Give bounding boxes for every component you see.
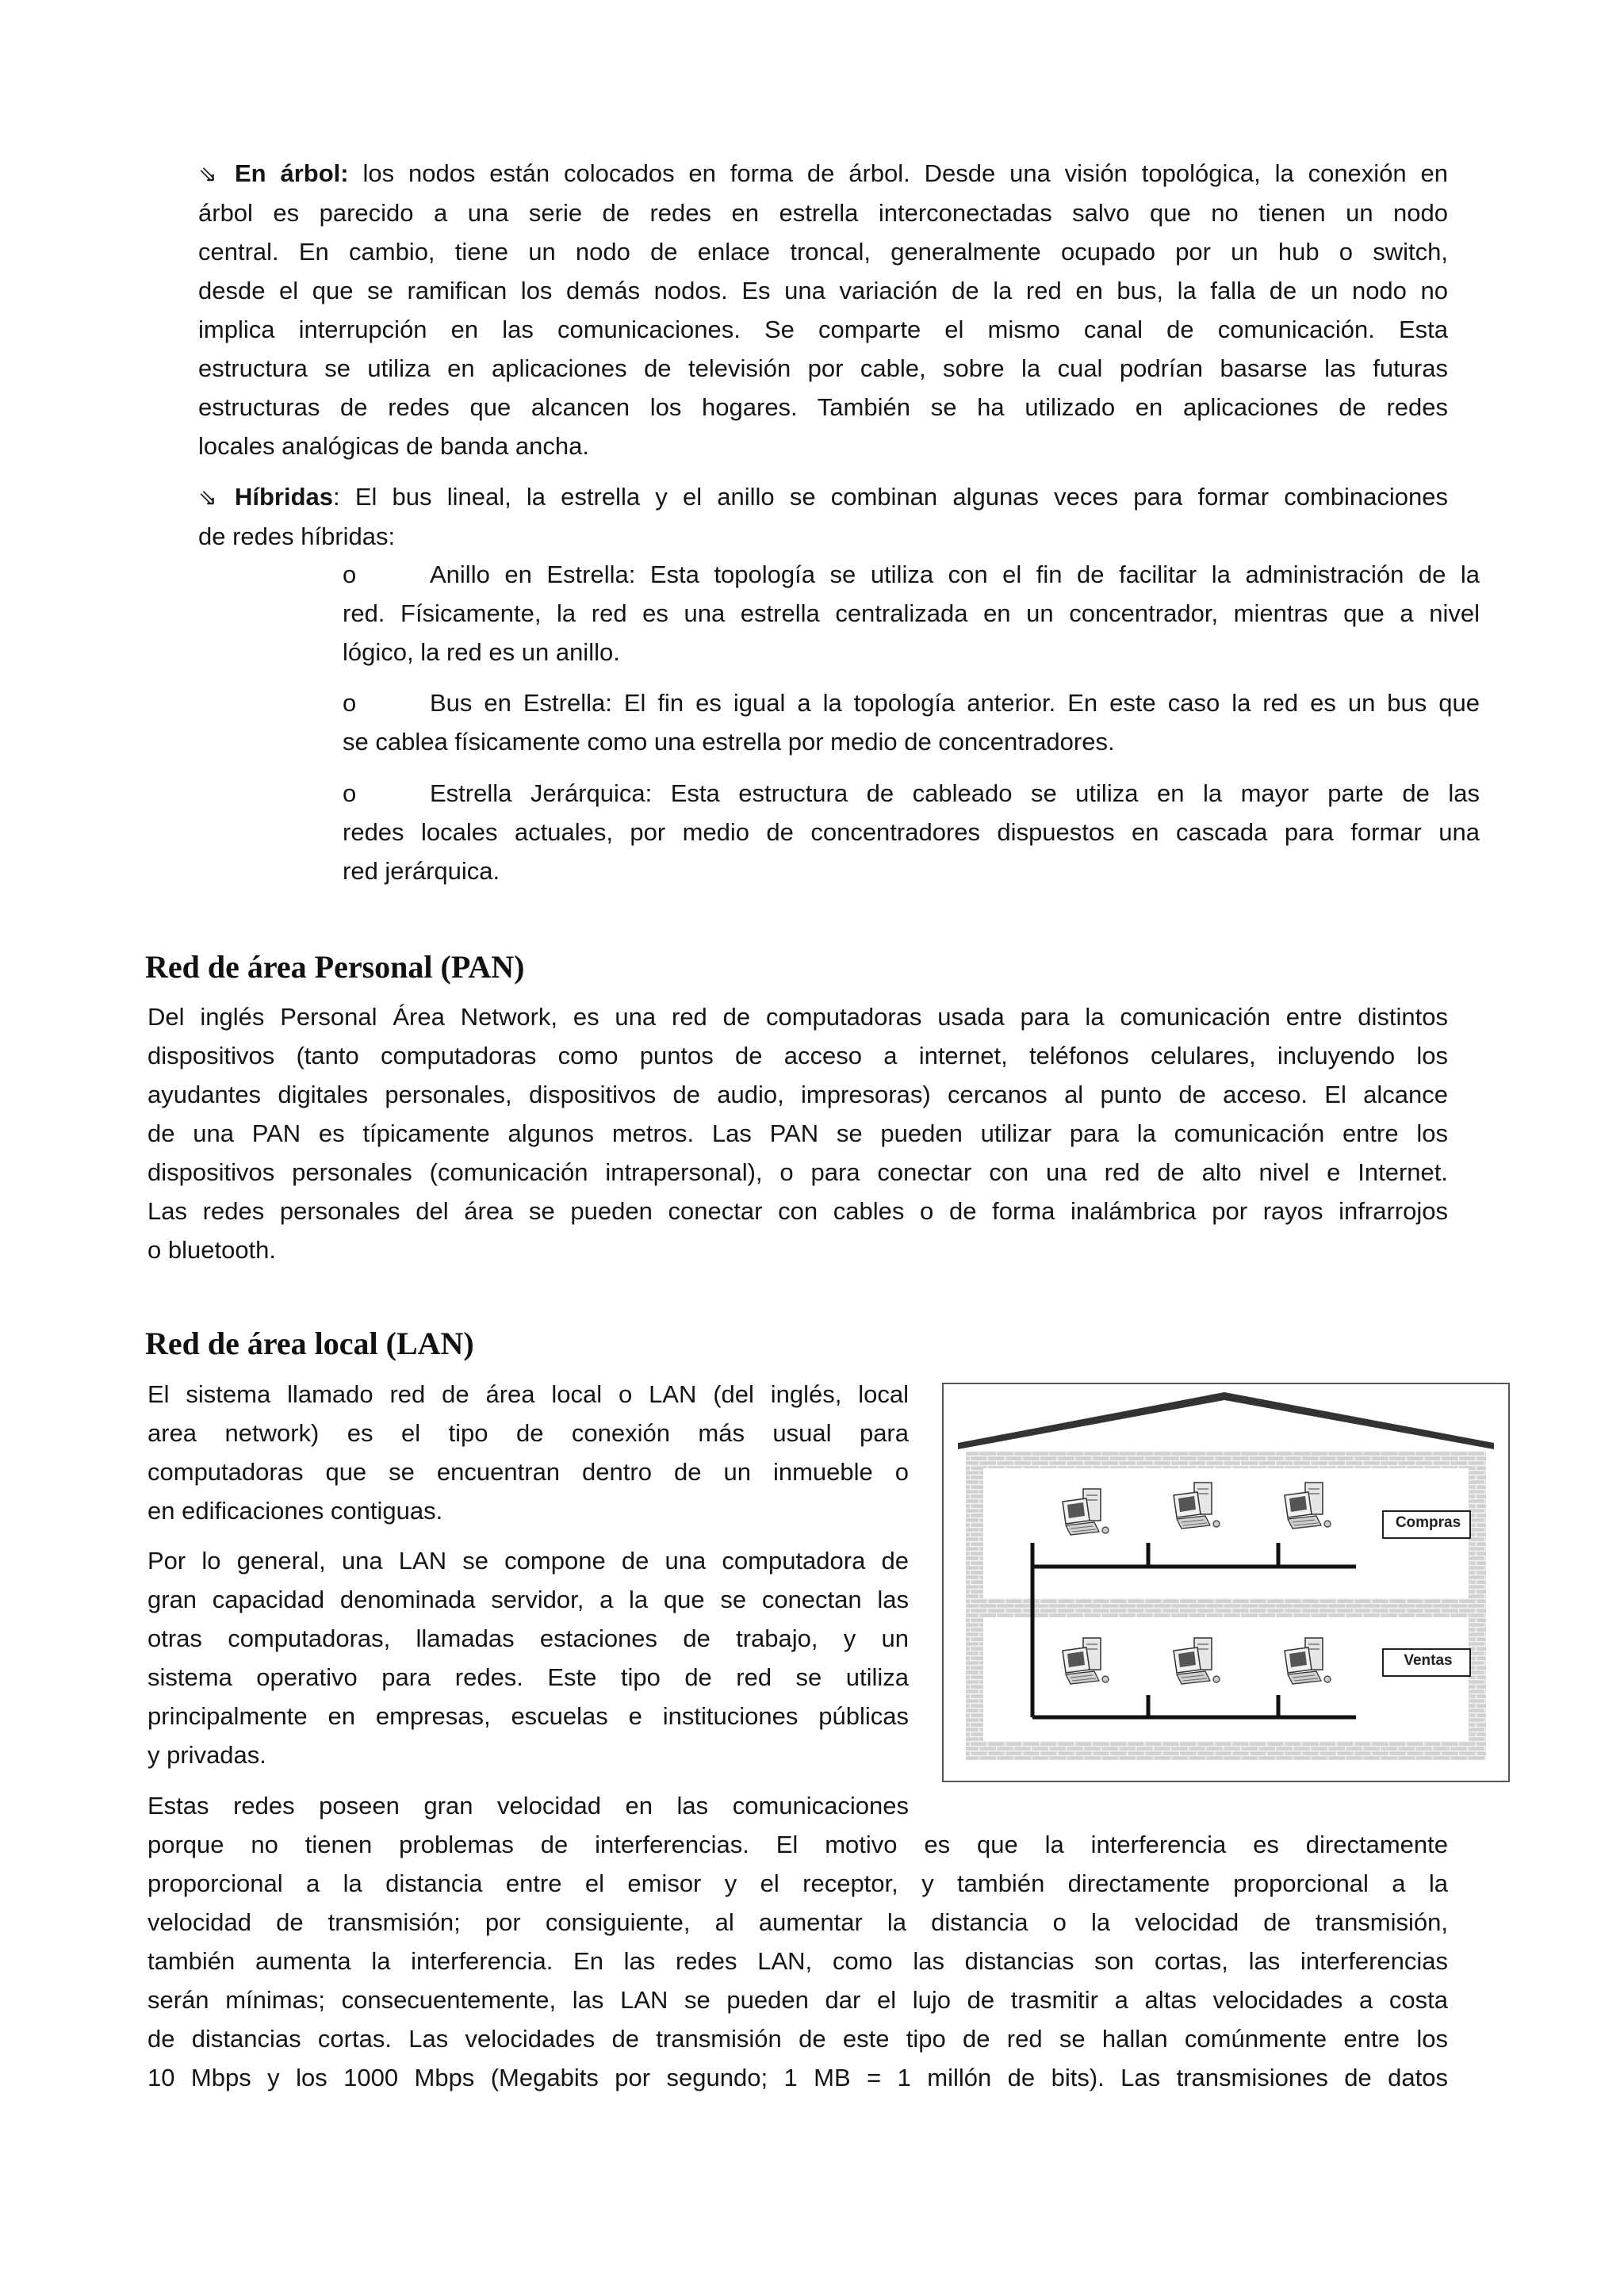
- lan-building-figure: [942, 1383, 1510, 1782]
- lan-building-illustration: [944, 1384, 1508, 1781]
- arbol-paragraph: [198, 154, 1448, 465]
- arbol-line: desde el que se ramifican los demás nodos. Es una variación de la red en bus, la falla de un nodo no: [198, 277, 1448, 304]
- lan-paragraph-1: El sistema llamado red de área local o LAN (del inglés, local area network) es el tipo de conexión más usual para computadoras que se encuentran dentro de un inmueble o en edificaciones contiguas.: [147, 1380, 909, 1525]
- arbol-line: central. En cambio, tiene un nodo de enlace troncal, generalmente ocupado por un hub o switch,: [198, 238, 1448, 266]
- arbol-line: implica interrupción en las comunicaciones. Se comparte el mismo canal de comunicación. Esta: [198, 316, 1448, 343]
- list-bullet: o: [343, 561, 357, 588]
- hibrida-item-bus: o Bus en Estrella: El fin es igual a la topología anterior. En este caso la red es un bus que se cablea físicamente como una estrella por medio de concentradores.: [343, 683, 1480, 761]
- hibridas-first-line: ⇘ Híbridas: El bus lineal, la estrella y el anillo se combinan algunas veces para formar combinaciones: [198, 477, 1448, 517]
- arbol-line: locales analógicas de banda ancha.: [198, 432, 589, 460]
- arrow-bullet-icon: ⇘: [198, 161, 217, 187]
- arbol-line: estructura se utiliza en aplicaciones de televisión por cable, sobre la cual podrían basarse las futuras: [198, 354, 1448, 382]
- arbol-first-line: ⇘ En árbol: los nodos están colocados en forma de árbol. Desde una visión topológica, la conexión en: [198, 154, 1448, 193]
- lan-paragraph-2: Por lo general, una LAN se compone de una computadora de gran capacidad denominada servidor, a la que se conectan las otras computadoras, llamadas estaciones de trabajo, y un sistema operativo para redes. Este tipo de red se utiliza principalmente en empresas, escuelas e instituciones públicas y privadas.: [147, 1547, 909, 1769]
- hibrida-item-anillo: o Anillo en Estrella: Esta topología se utiliza con el fin de facilitar la administración de la red. Físicamente, la red es una estrella centralizada en un concentrador, mientras que a nivel lógico, la red es un anillo.: [343, 555, 1480, 672]
- lan-paragraph-3: porque no tienen problemas de interferencias. El motivo es que la interferencia es directamente proporcional a la distancia entre el emisor y el receptor, y también directamente proporcional a la velocidad de transmisión; por consiguiente, al aumentar la distancia o la velocidad de transmisión, también aumenta la interferencia. En las redes LAN, como las distancias son cortas, las interferencias serán mínimas; consecuentemente, las LAN se pueden dar el lujo de trasmitir a altas velocidades a costa de distancias cortas. Las velocidades de transmisión de este tipo de red se hallan comúnmente entre los 10 Mbps y los 1000 Mbps (Megabits por segundo; 1 MB = 1 millón de bits). Las transmisiones de datos: [147, 1831, 1448, 2091]
- list-bullet: o: [343, 779, 357, 807]
- hibridas-paragraph: [198, 477, 1448, 556]
- hibridas-title: Híbridas: [235, 483, 334, 511]
- arrow-bullet-icon: ⇘: [198, 484, 217, 511]
- lan-paragraph-3-first: Estas redes poseen gran velocidad en las comunicaciones: [147, 1792, 909, 1820]
- list-bullet: o: [343, 689, 357, 717]
- label-ventas: Ventas: [1404, 1652, 1453, 1669]
- hibridas-line: de redes híbridas:: [198, 522, 396, 550]
- arbol-line: estructuras de redes que alcancen los hogares. También se ha utilizado en aplicaciones de redes: [198, 393, 1448, 421]
- arbol-title: En árbol:: [235, 159, 349, 187]
- pan-paragraph: Del inglés Personal Área Network, es una red de computadoras usada para la comunicación entre distintos dispositivos (tanto computadoras como puntos de acceso a internet, teléfonos celulares, incluyendo los ayudantes digitales personales, dispositivos de audio, impresoras) cercanos al punto de acceso. El alcance de una PAN es típicamente algunos metros. Las PAN se pueden utilizar para la comunicación entre los dispositivos personales (comunicación intrapersonal), o para conectar con una red de alto nivel e Internet. Las redes personales del área se pueden conectar con cables o de forma inalámbrica por rayos infrarrojos o bluetooth.: [147, 1003, 1448, 1264]
- label-compras: Compras: [1395, 1514, 1461, 1531]
- pan-heading: Red de área Personal (PAN): [145, 949, 525, 985]
- arbol-line: árbol es parecido a una serie de redes en estrella interconectadas salvo que no tienen un nodo: [198, 199, 1448, 227]
- lan-heading: Red de área local (LAN): [145, 1326, 474, 1361]
- hibrida-item-jerarquica: o Estrella Jerárquica: Esta estructura de cableado se utiliza en la mayor parte de las redes locales actuales, por medio de concentradores dispuestos en cascada para formar una red jerárquica.: [343, 774, 1480, 890]
